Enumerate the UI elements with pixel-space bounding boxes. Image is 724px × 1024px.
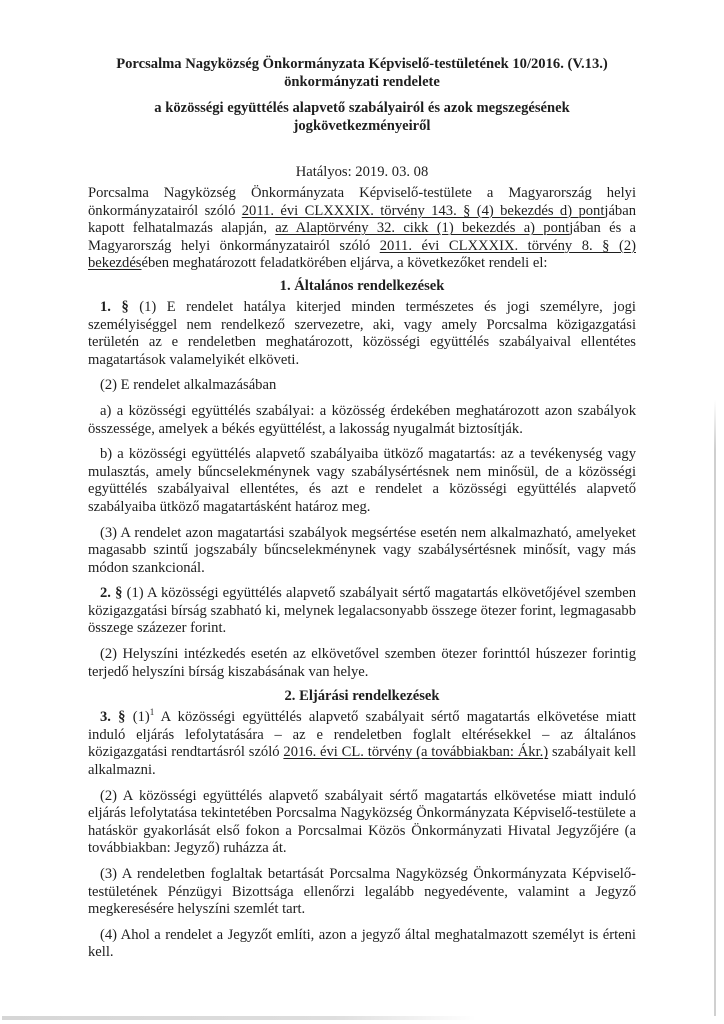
title-line-1: Porcsalma Nagyközség Önkormányzata Képviselő-testületének 10/2016. (V.13.) xyxy=(116,56,608,72)
paragraph xyxy=(88,299,636,369)
paragraph xyxy=(88,585,636,638)
law-reference-link[interactable]: 2011. évi CLXXXIX. törvény 8. § (2) bekezdés xyxy=(88,237,636,272)
law-reference-link[interactable]: az Alaptörvény 32. cikk (1) bekezdés a) pont xyxy=(275,220,570,237)
effective-date: Hatályos: 2019. 03. 08 xyxy=(295,164,429,180)
paragraph-text: szabályait kell alkalmazni. xyxy=(88,744,637,779)
scan-edge-right xyxy=(714,400,716,1016)
section-heading: 1. Általános rendelkezések xyxy=(279,277,445,294)
paragraph: (3) A rendeletben foglaltak betartását Porcsalma Nagyközség Önkormányzata Képviselő-testületének Pénzügyi Bizottsága ellenőrzi legalább negyedévente, valamint a Jegyző megkeresésére helyszíni szemlét tart. xyxy=(88,866,636,918)
law-reference-link[interactable]: 2011. évi CLXXXIX. törvény 143. § (4) bekezdés d) pont xyxy=(241,202,605,219)
section-number: 3. § xyxy=(100,709,126,726)
preamble-text: Porcsalma Nagyközség Önkormányzata Képviselő-testülete a Magyarország helyi önkormányzatairól szóló xyxy=(88,185,636,219)
subtitle-line-2: jogkövetkezményeiről xyxy=(293,118,431,134)
title-line-2: önkormányzati rendelete xyxy=(284,74,440,90)
paragraph: (3) A rendelet azon magatartási szabályok megsértése esetén nem alkalmazható, amelyeket magasabb szintű jogszabály bűncselekménynek vagy szabálysértésnek minősít, vagy más módon szankcionál. xyxy=(88,524,636,576)
preamble-text: jában kapott felhatalmazás alapján, xyxy=(88,202,636,237)
paragraph: (2) E rendelet alkalmazásában xyxy=(100,377,277,394)
paragraph: b) a közösségi együttélés alapvető szabályaiba ütköző magatartás: az a tevékenység vagy mulasztás, amely bűncselekménynek vagy szabálysértésnek nem minősül, de a közösségi együttélés szabályaival ellentétes, és azt e rendelet a közösségi együttélés alapvető szabályaiba ütköző magatartásként határoz meg. xyxy=(88,446,636,515)
paragraph xyxy=(88,709,636,779)
footnote-marker[interactable]: 1 xyxy=(149,707,155,718)
paragraph-text: (1) xyxy=(125,709,150,726)
paragraph-text: (1) E rendelet hatálya kiterjed minden természetes és jogi személyre, jogi személyiséggel nem rendelkező szervezetre, aki, vagy amely Porcsalma közigazgatási területén az e rendeletben meghatározott, közösségi együttélés szabályaival ellentétes magatartások valamelyikét elköveti. xyxy=(88,298,636,368)
document-body xyxy=(88,55,636,962)
paragraph-text: (1) A közösségi együttélés alapvető szabályait sértő magatartás elkövetőjével szemben közigazgatási bírság szabható ki, melynek legalacsonyabb összege ötezer forint, legmagasabb összege százezer forint. xyxy=(88,585,636,637)
paragraph: (4) Ahol a rendelet a Jegyzőt említi, azon a jegyző által meghatalmazott személyt is érteni kell. xyxy=(88,926,636,961)
subtitle-line-1: a közösségi együttélés alapvető szabályairól és azok megszegésének xyxy=(154,100,570,116)
preamble-text: ében meghatározott feladatkörében eljárva, a következőket rendeli el: xyxy=(141,255,548,272)
law-reference-link[interactable]: 2016. évi CL. törvény (a továbbiakban: Ákr.) xyxy=(283,744,549,761)
paragraph-text: A közösségi együttélés alapvető szabályait sértő magatartás elkövetése miatt induló eljárás lefolytatására – az e rendeletben foglalt eltérésekkel – az általános közigazgatási rendtartásról szóló xyxy=(88,709,637,761)
preamble-text: jában és a Magyarország helyi önkormányzatairól szóló xyxy=(88,220,636,254)
section-number: 1. § xyxy=(100,298,129,315)
section-number: 2. § xyxy=(100,585,123,602)
document-title xyxy=(88,55,636,91)
document-subtitle xyxy=(88,99,636,135)
paragraph: (2) Helyszíni intézkedés esetén az elkövetővel szemben ötezer forinttól húszezer forintig terjedő helyszíni bírság kiszabásának van helye. xyxy=(88,646,636,680)
paragraph: (2) A közösségi együttélés alapvető szabályait sértő magatartás elkövetése miatt induló eljárás lefolytatása tekintetében Porcsalma Nagyközség Önkormányzata Képviselő-testülete a hatáskör gyakorlását első fokon a Porcsalmai Közös Önkormányzati Hivatal Jegyzőjére (a továbbiakban: Jegyző) ruházza át. xyxy=(88,787,636,857)
preamble xyxy=(88,185,636,273)
section-heading: 2. Eljárási rendelkezések xyxy=(284,688,440,705)
scan-edge-bottom xyxy=(2,1016,476,1020)
paragraph: a) a közösségi együttélés szabályai: a közösség érdekében meghatározott azon szabályok összessége, amelyek a békés együttélést, a lakosság nyugalmát biztosítják. xyxy=(88,402,636,437)
